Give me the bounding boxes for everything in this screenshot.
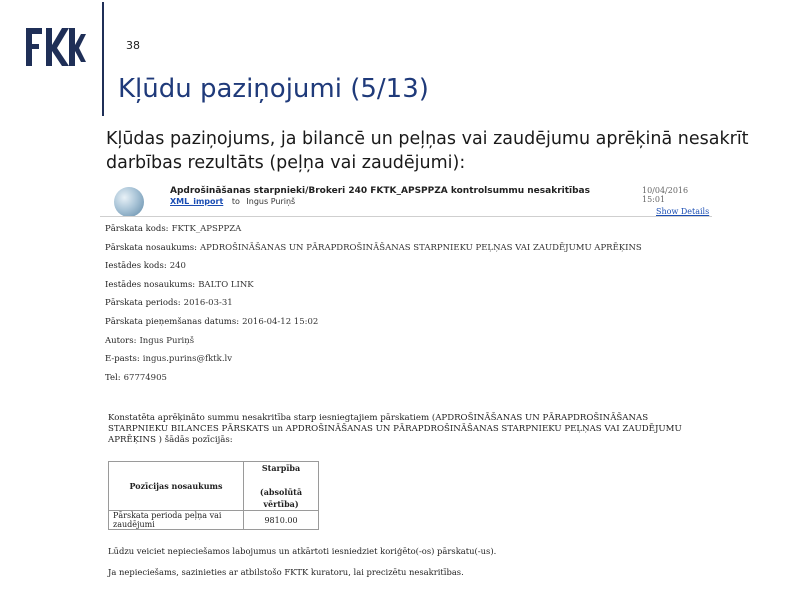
field-value: 67774905 bbox=[123, 372, 167, 383]
slide-title: Kļūdu paziņojumi (5/13) bbox=[118, 74, 429, 104]
field-value: APDROŠINĀŠANAS UN PĀRAPDROŠINĀŠANAS STARPNIEKU PEĻŅAS VAI ZAUDĒJUMU APRĒĶINS bbox=[200, 242, 642, 253]
email-footer-instruction: Lūdzu veiciet nepieciešamos labojumus un atkārtoti iesniedziet koriģēto(-os) pārskatu(-us). bbox=[108, 546, 497, 556]
email-header-divider bbox=[100, 216, 712, 217]
field-value: BALTO LINK bbox=[198, 279, 254, 290]
column-header-position: Pozīcijas nosaukums bbox=[109, 462, 244, 511]
email-footer-contact: Ja nepieciešams, sazinieties ar atbilstošo FKTK kuratoru, lai precizētu nesakritības. bbox=[108, 567, 464, 577]
field-acceptance-date bbox=[105, 317, 705, 336]
email-subject: Apdrošināšanas starpnieki/Brokeri 240 FKTK_APSPPZA kontrolsummu nesakritības bbox=[170, 186, 590, 196]
email-to-label: to bbox=[231, 197, 240, 206]
cell-position-name: Pārskata perioda peļņa vai zaudējumi bbox=[109, 511, 244, 530]
table-row bbox=[109, 511, 319, 530]
field-report-name bbox=[105, 243, 705, 262]
field-label: Pārskata periods: bbox=[105, 298, 181, 309]
field-value: FKTK_APSPPZA bbox=[171, 224, 242, 234]
email-to: Ingus Puriņš bbox=[246, 197, 296, 206]
email-fields bbox=[105, 224, 705, 391]
field-label: Pārskata nosaukums: bbox=[105, 242, 198, 253]
intro-text: Kļūdas paziņojums, ja bilancē un peļņas vai zaudējumu aprēķinā nesakrīt darbības rezultāts (peļņa vai zaudējumi): bbox=[106, 129, 749, 173]
field-label: Iestādes nosaukums: bbox=[105, 279, 196, 290]
table-header-row bbox=[109, 462, 319, 511]
header-difference-label: Starpība bbox=[261, 463, 301, 473]
field-label: Tel: bbox=[105, 372, 121, 383]
cell-difference-value: 9810.00 bbox=[244, 511, 319, 530]
page-number: 38 bbox=[126, 39, 140, 52]
email-from[interactable]: XML_import bbox=[170, 197, 224, 206]
field-label: Autors: bbox=[105, 335, 137, 346]
field-label: Iestādes kods: bbox=[105, 261, 167, 272]
email-body-text: Konstatēta aprēķināto summu nesakritība starp iesniegtajiem pārskatiem (APDROŠINĀŠANAS UN PĀRAPDROŠINĀŠANAS STARPNIEKU BILANCES PĀRSKATS un APDROŠINĀŠANAS UN PĀRAPDROŠINĀŠANAS STARPNIEKU PEĻŅAS VAI ZAUDĒJUMU APRĒĶINS ) šādās pozīcijās: bbox=[108, 413, 682, 445]
field-value: 240 bbox=[169, 261, 186, 272]
field-label: E-pasts: bbox=[105, 354, 140, 365]
header-absolute-label: (absolūtā vērtība) bbox=[259, 487, 303, 509]
email-date: 10/04/2016 15:01 bbox=[642, 186, 689, 204]
fktk-logo bbox=[26, 28, 86, 66]
field-email bbox=[105, 354, 705, 373]
email-sender-line bbox=[170, 197, 295, 206]
field-value: Ingus Puriņš bbox=[139, 335, 195, 346]
field-phone bbox=[105, 373, 705, 392]
column-header-difference bbox=[244, 462, 319, 511]
field-report-code bbox=[105, 224, 705, 243]
email-screenshot bbox=[100, 183, 712, 583]
field-report-period bbox=[105, 298, 705, 317]
field-label: Pārskata pieņemšanas datums: bbox=[105, 316, 240, 327]
header-divider bbox=[102, 2, 104, 116]
discrepancy-table bbox=[108, 461, 319, 530]
field-author bbox=[105, 336, 705, 355]
field-value: 2016-03-31 bbox=[183, 298, 233, 309]
field-value: ingus.purins@fktk.lv bbox=[142, 354, 233, 365]
field-value: 2016-04-12 15:02 bbox=[242, 316, 319, 327]
globe-icon bbox=[114, 187, 144, 217]
field-institution-code bbox=[105, 261, 705, 280]
show-details-link[interactable]: Show Details bbox=[656, 207, 710, 216]
field-label: Pārskata kods: bbox=[105, 224, 169, 234]
field-institution-name bbox=[105, 280, 705, 299]
